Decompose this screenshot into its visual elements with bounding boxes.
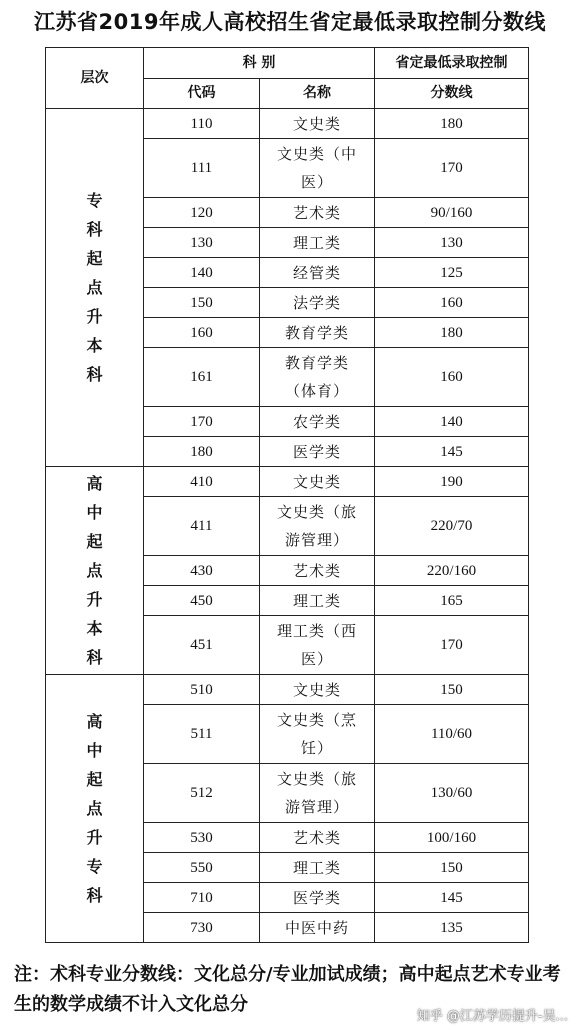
- level-label: 高中起点升本科: [86, 474, 103, 667]
- score-cell: 165: [375, 586, 529, 616]
- code-cell: 511: [144, 705, 260, 764]
- code-cell: 430: [144, 556, 260, 586]
- score-cell: 125: [375, 258, 529, 288]
- watermark-text: 知乎 @江苏学历提升-吴...: [416, 1009, 568, 1024]
- name-cell: 法学类: [260, 288, 375, 318]
- code-cell: 710: [144, 883, 260, 913]
- name-cell: 艺术类: [260, 198, 375, 228]
- name-cell: 文史类（中医）: [260, 139, 375, 198]
- score-cell: 135: [375, 913, 529, 943]
- code-cell: 730: [144, 913, 260, 943]
- name-cell: 文史类（旅游管理）: [260, 764, 375, 823]
- table-row: [46, 109, 529, 139]
- code-cell: 161: [144, 348, 260, 407]
- name-cell: 医学类: [260, 437, 375, 467]
- score-cell: 170: [375, 139, 529, 198]
- score-cell: 100/160: [375, 823, 529, 853]
- score-cell: 160: [375, 288, 529, 318]
- code-cell: 512: [144, 764, 260, 823]
- name-cell: 艺术类: [260, 556, 375, 586]
- name-cell: 中医中药: [260, 913, 375, 943]
- code-cell: 160: [144, 318, 260, 348]
- score-cell: 90/160: [375, 198, 529, 228]
- level-label: 专科起点升本科: [86, 191, 103, 384]
- name-cell: 文史类: [260, 675, 375, 705]
- code-cell: 150: [144, 288, 260, 318]
- code-cell: 451: [144, 616, 260, 675]
- name-cell: 艺术类: [260, 823, 375, 853]
- footnote: 注：术科专业分数线：文化总分/专业加试成绩；高中起点艺术专业考生的数学成绩不计入文化总分: [14, 964, 561, 1015]
- name-cell: 理工类: [260, 228, 375, 258]
- name-cell: 教育学类: [260, 318, 375, 348]
- score-cell: 140: [375, 407, 529, 437]
- level-cell: [46, 467, 144, 675]
- name-cell: 文史类: [260, 467, 375, 497]
- score-cell: 130/60: [375, 764, 529, 823]
- code-cell: 410: [144, 467, 260, 497]
- level-cell: [46, 109, 144, 467]
- table-body: [46, 109, 529, 943]
- name-cell: 教育学类（体育）: [260, 348, 375, 407]
- score-cell: 180: [375, 318, 529, 348]
- code-cell: 450: [144, 586, 260, 616]
- name-cell: 文史类（烹饪）: [260, 705, 375, 764]
- name-cell: 文史类: [260, 109, 375, 139]
- name-cell: 农学类: [260, 407, 375, 437]
- table-row: [46, 467, 529, 497]
- score-cell: 150: [375, 853, 529, 883]
- table-row: [46, 675, 529, 705]
- score-cell: 180: [375, 109, 529, 139]
- header-code: 代码: [144, 78, 260, 109]
- score-cell: 160: [375, 348, 529, 407]
- code-cell: 550: [144, 853, 260, 883]
- score-cell: 190: [375, 467, 529, 497]
- score-cell: 220/70: [375, 497, 529, 556]
- header-score-line1: 省定最低录取控制: [375, 48, 529, 79]
- score-cell: 170: [375, 616, 529, 675]
- score-cell: 150: [375, 675, 529, 705]
- score-cell: 145: [375, 437, 529, 467]
- score-cell: 220/160: [375, 556, 529, 586]
- header-name: 名称: [260, 78, 375, 109]
- code-cell: 120: [144, 198, 260, 228]
- level-cell: [46, 675, 144, 943]
- code-cell: 110: [144, 109, 260, 139]
- name-cell: 医学类: [260, 883, 375, 913]
- level-label: 高中起点升专科: [86, 712, 103, 905]
- score-cell: 110/60: [375, 705, 529, 764]
- score-cell: 145: [375, 883, 529, 913]
- code-cell: 140: [144, 258, 260, 288]
- name-cell: 经管类: [260, 258, 375, 288]
- score-cell: 130: [375, 228, 529, 258]
- code-cell: 530: [144, 823, 260, 853]
- name-cell: 文史类（旅游管理）: [260, 497, 375, 556]
- code-cell: 411: [144, 497, 260, 556]
- score-table: [45, 47, 529, 943]
- header-category: 科 别: [144, 48, 375, 79]
- name-cell: 理工类: [260, 853, 375, 883]
- code-cell: 130: [144, 228, 260, 258]
- code-cell: 111: [144, 139, 260, 198]
- header-score-line2: 分数线: [375, 78, 529, 109]
- code-cell: 510: [144, 675, 260, 705]
- name-cell: 理工类（西医）: [260, 616, 375, 675]
- code-cell: 170: [144, 407, 260, 437]
- name-cell: 理工类: [260, 586, 375, 616]
- code-cell: 180: [144, 437, 260, 467]
- header-level: 层次: [46, 48, 144, 109]
- page-title: 江苏省2019年成人高校招生省定最低录取控制分数线: [34, 10, 546, 34]
